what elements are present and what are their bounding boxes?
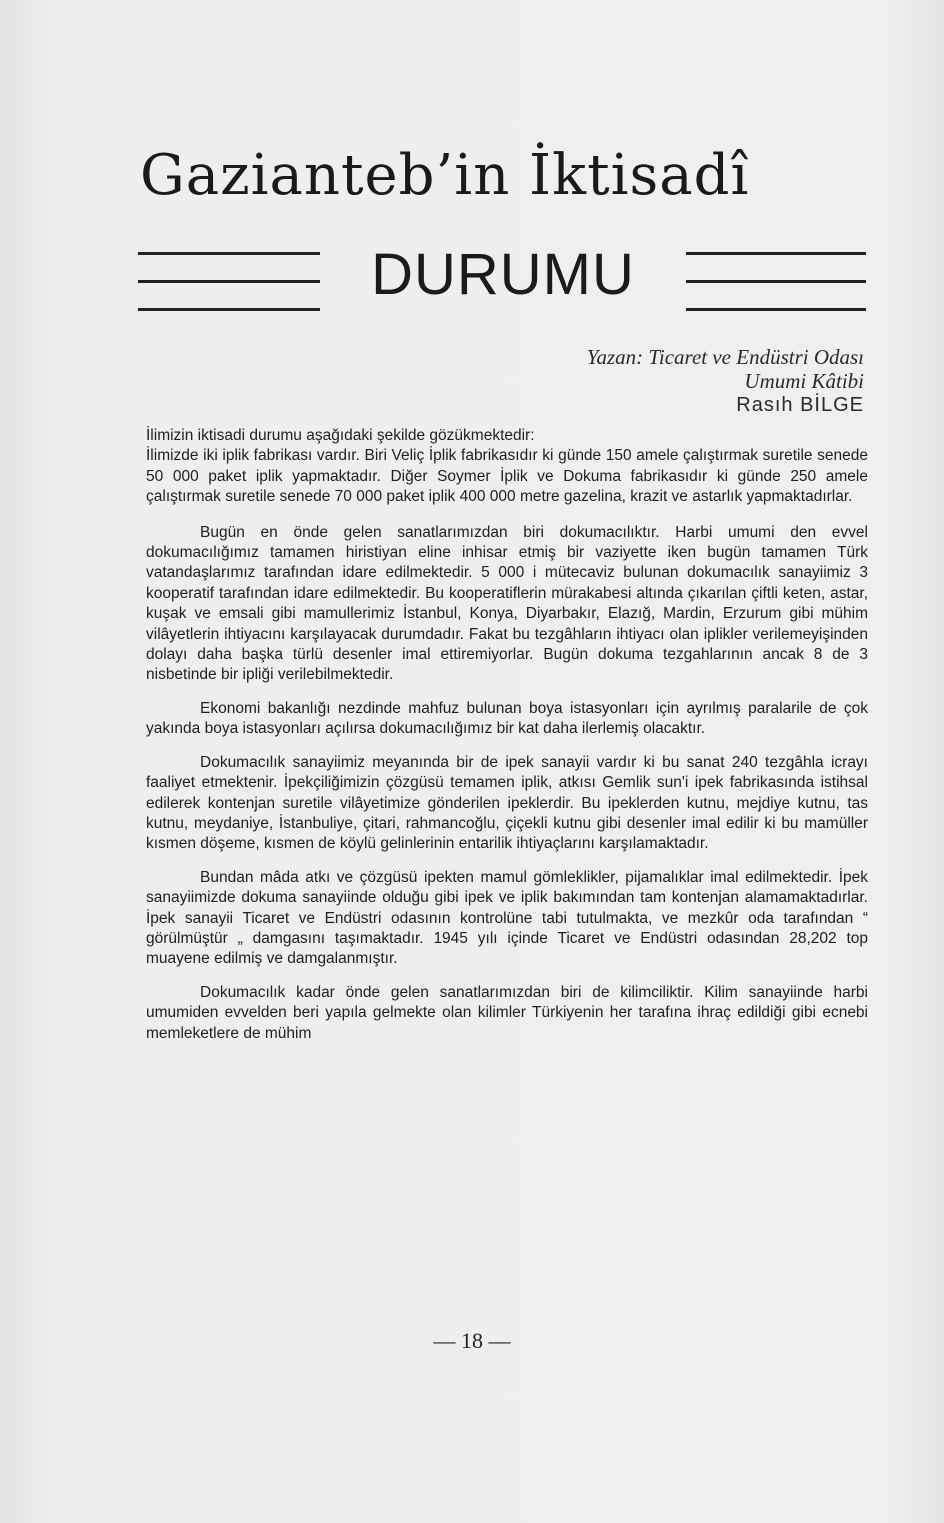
paragraph-4: Ekonomi bakanlığı nezdinde mahfuz bulunan boya istasyonları için ayrılmış paralarile de çok yakında boya istasyonları açılırsa dokumacılığımız bir kat daha ilerlemiş olacaktır. [146,699,868,738]
paragraph-2: İlimizde iki iplik fabrikası vardır. Biri Veliç İplik fabrikasıdır ki günde 150 amele çalıştırmak suretile senede 50 000 paket iplik yapmaktadır. Diğer Soymer İplik ve Dokuma fabrikasıdır ki günde 250 amele çalıştırmak suretile senede 70 000 paket iplik 400 000 metre gazelina, krazit ve astarlık yapmaktadırlar. [146,447,868,506]
rule-right-top [686,252,866,255]
subtitle-block [138,240,866,320]
article-body [146,426,868,1057]
article-subtitle: DURUMU [371,242,635,307]
paragraph-7: Dokumacılık kadar önde gelen sanatlarımızdan biri de kilimciliktir. Kilim sanayiinde harbi umumiden evvelden beri yapıla gelmekte olan kilimler Türkiyenin her tarafına ihraç edildiği gibi ecnebi memleketlere de mühim [146,983,868,1042]
byline-line-2: Umumi Kâtibi [744,369,864,393]
rule-left-top [138,252,320,255]
author-name: Rasıh BİLGE [736,394,864,416]
paragraph-6: Bundan mâda atkı ve çözgüsü ipekten mamul gömleklikler, pijamalıklar imal edilmektedir. İpek sanayiimizde dokuma sanayiinde olduğu gibi ipek ve iplik bakımından tam kontenjan alamamaktadırlar. İpek sanayii Ticaret ve Endüstri odasının kontrolüne tabi tutulmakta, ve mezkûr oda tarafından “ görülmüştür „ damgasını taşımaktadır. 1945 yılı içinde Ticaret ve Endüstri odasından 28,202 top muayene edilmiş ve damgalanmıştır. [146,868,868,968]
paragraph-3: Bugün en önde gelen sanatlarımızdan biri dokumacılıktır. Harbi umumi den evvel dokumacılığımız tamamen hiristiyan eline inhisar etmiş bir vaziyette iken bugün tamamen Türk vatandaşlarımız tarafından idare edilmektedir. 5 000 i mütecaviz bulunan dokumacılık sanayiimiz 3 kooperatif tarafından idare edilmektedir. Bu kooperatiflerin mürakabesi altında çıkarılan çiftli keten, astar, kuşak ve emsali gibi mamullerimiz İstanbul, Konya, Diyarbakır, Elazığ, Mardin, Erzurum gibi mühim vilâyetlerin ihtiyacını karşılayacak durumdadır. Fakat bu tezgâhların ihtiyacı olan iplikler verilemeyişinden dolayı daha başka türlü desenler imal ettiremiyorlar. Bugün dokuma tezgahlarının ancak 8 de 3 nisbetinde bir ipliği verilebilmektedir. [146,523,868,684]
rule-left-bottom [138,308,320,311]
rule-right-bottom [686,308,866,311]
byline [587,345,864,417]
article-title: Gazianteb’in İktisadî [140,143,750,208]
paragraph-5: Dokumacılık sanayiimiz meyanında bir de ipek sanayii vardır ki bu sanat 240 tezgâhla icrayı faaliyet etmektenir. İpekçiliğimizin çözgüsü temamen iplik, atkısı Gemlik sun'i ipek fabrikasında istihsal edilerek kontenjan suretile vilâyetimize gönderilen ipeklerdir. Bu ipeklerden kutnu, mejdiye kutnu, tas kutnu, meydaniye, İstanbuliye, çitari, rahmancoğlu, çiçekli kutnu gibi desenler imal edilir ki bu mamüller kısmen döşeme, kısmen de köylü gelinlerinin entarilik ihtiyaçlarını karşılamaktadır. [146,753,868,853]
byline-line-1: Yazan: Ticaret ve Endüstri Odası [586,345,864,369]
rule-left-middle [138,280,320,283]
page-number: — 18 — [433,1328,511,1353]
paragraph-1: İlimizin iktisadi durumu aşağıdaki şekilde gözükmektedir: [146,427,535,444]
rule-right-middle [686,280,866,283]
